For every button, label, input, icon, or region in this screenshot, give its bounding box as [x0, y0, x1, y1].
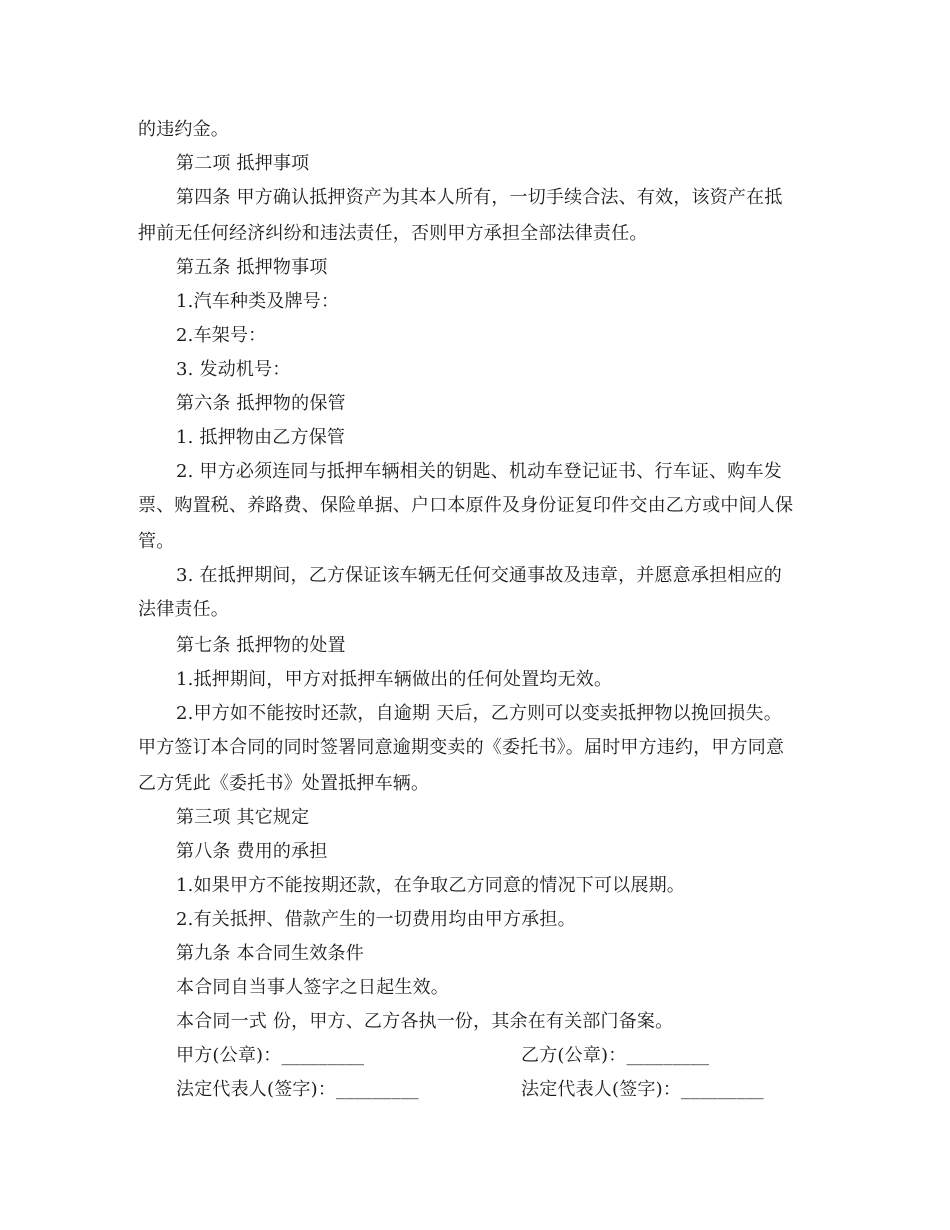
list-item: 2.甲方如不能按时还款，自逾期 天后，乙方则可以变卖抵押物以挽回损失。 [176, 703, 782, 724]
text-line: 法律责任。 [138, 599, 229, 620]
article-4-line-2: 押前无任何经济纠纷和违法责任，否则甲方承担全部法律责任。 [138, 223, 648, 244]
article-4-line-1: 第四条 甲方确认抵押资产为其本人所有，一切手续合法、有效，该资产在抵 [176, 187, 783, 208]
text-line: 的违约金。 [138, 119, 229, 140]
text-line: 票、购置税、养路费、保险单据、户口本原件及身份证复印件交由乙方或中间人保 [138, 495, 794, 516]
article-heading: 第六条 抵押物的保管 [176, 393, 346, 414]
list-item: 1.抵押期间，甲方对抵押车辆做出的任何处置均无效。 [176, 669, 613, 690]
list-item: 3. 发动机号： [176, 359, 291, 380]
list-item: 1. 抵押物由乙方保管 [176, 427, 346, 448]
list-item: 2.有关抵押、借款产生的一切费用均由甲方承担。 [176, 909, 576, 930]
text-line: 管。 [138, 531, 175, 552]
party-b-representative-field: 法定代表人(签字)：_________ [521, 1079, 764, 1100]
party-a-representative-field: 法定代表人(签字)：_________ [176, 1079, 419, 1100]
list-item: 2.车架号： [176, 325, 267, 346]
text-line: 本合同自当事人签字之日起生效。 [176, 977, 449, 998]
list-item: 1.如果甲方不能按期还款，在争取乙方同意的情况下可以展期。 [176, 875, 685, 896]
party-b-seal-field: 乙方(公章)：_________ [521, 1045, 710, 1066]
article-heading: 第九条 本合同生效条件 [176, 943, 364, 964]
text-line: 甲方签订本合同的同时签署同意逾期变卖的《委托书》。届时甲方违约，甲方同意 [138, 737, 785, 758]
section-heading: 第二项 抵押事项 [176, 153, 310, 174]
article-heading: 第八条 费用的承担 [176, 841, 328, 862]
text-line: 乙方凭此《委托书》处置抵押车辆。 [138, 773, 430, 794]
text-line: 本合同一式 份，甲方、乙方各执一份，其余在有关部门备案。 [176, 1011, 674, 1032]
list-item: 3. 在抵押期间，乙方保证该车辆无任何交通事故及违章，并愿意承担相应的 [176, 565, 782, 586]
article-heading: 第五条 抵押物事项 [176, 257, 328, 278]
list-item: 2. 甲方必须连同与抵押车辆相关的钥匙、机动车登记证书、行车证、购车发 [176, 461, 782, 482]
article-heading: 第七条 抵押物的处置 [176, 635, 346, 656]
list-item: 1.汽车种类及牌号： [176, 291, 340, 312]
party-a-seal-field: 甲方(公章)：_________ [176, 1045, 365, 1066]
section-heading: 第三项 其它规定 [176, 807, 310, 828]
